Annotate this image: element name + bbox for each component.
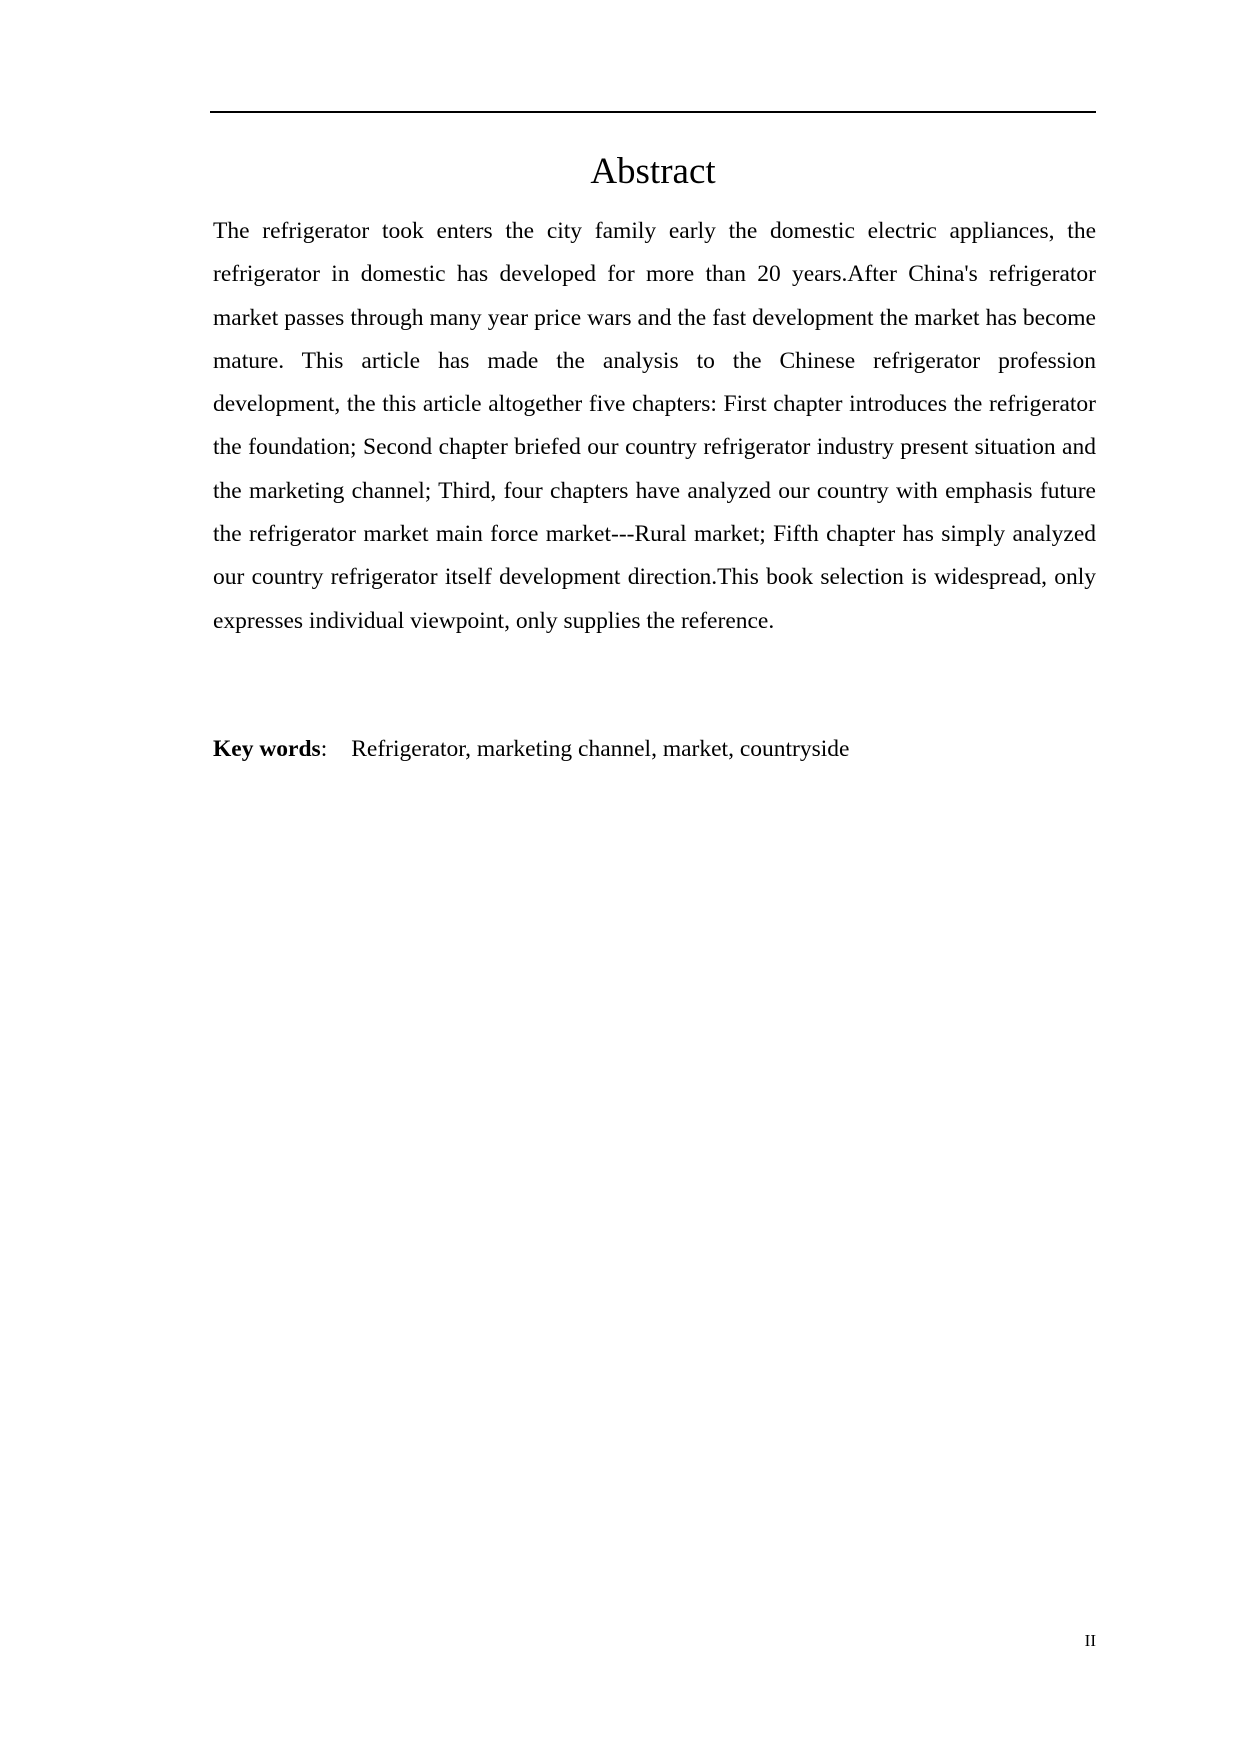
page-number: II	[1084, 1631, 1096, 1650]
keywords-line	[213, 728, 1096, 771]
keywords-value: Refrigerator, marketing channel, market, countryside	[351, 736, 850, 762]
keywords-label: Key words	[213, 736, 321, 762]
header-rule	[210, 111, 1096, 113]
abstract-body: The refrigerator took enters the city family early the domestic electric appliances, the refrigerator in domestic has developed for more than 20 years.After China's refrigerator market passes through many year price wars and the fast development the market has become mature. This article has made the analysis to the Chinese refrigerator profession development, the this article altogether five chapters: First chapter introduces the refrigerator the foundation; Second chapter briefed our country refrigerator industry present situation and the marketing channel; Third, four chapters have analyzed our country with emphasis future the refrigerator market main force market---Rural market; Fifth chapter has simply analyzed our country refrigerator itself development direction.This book selection is widespread, only expresses individual viewpoint, only supplies the reference.	[213, 218, 1096, 634]
page-title: Abstract	[590, 151, 716, 192]
keywords-colon: :	[320, 736, 328, 762]
